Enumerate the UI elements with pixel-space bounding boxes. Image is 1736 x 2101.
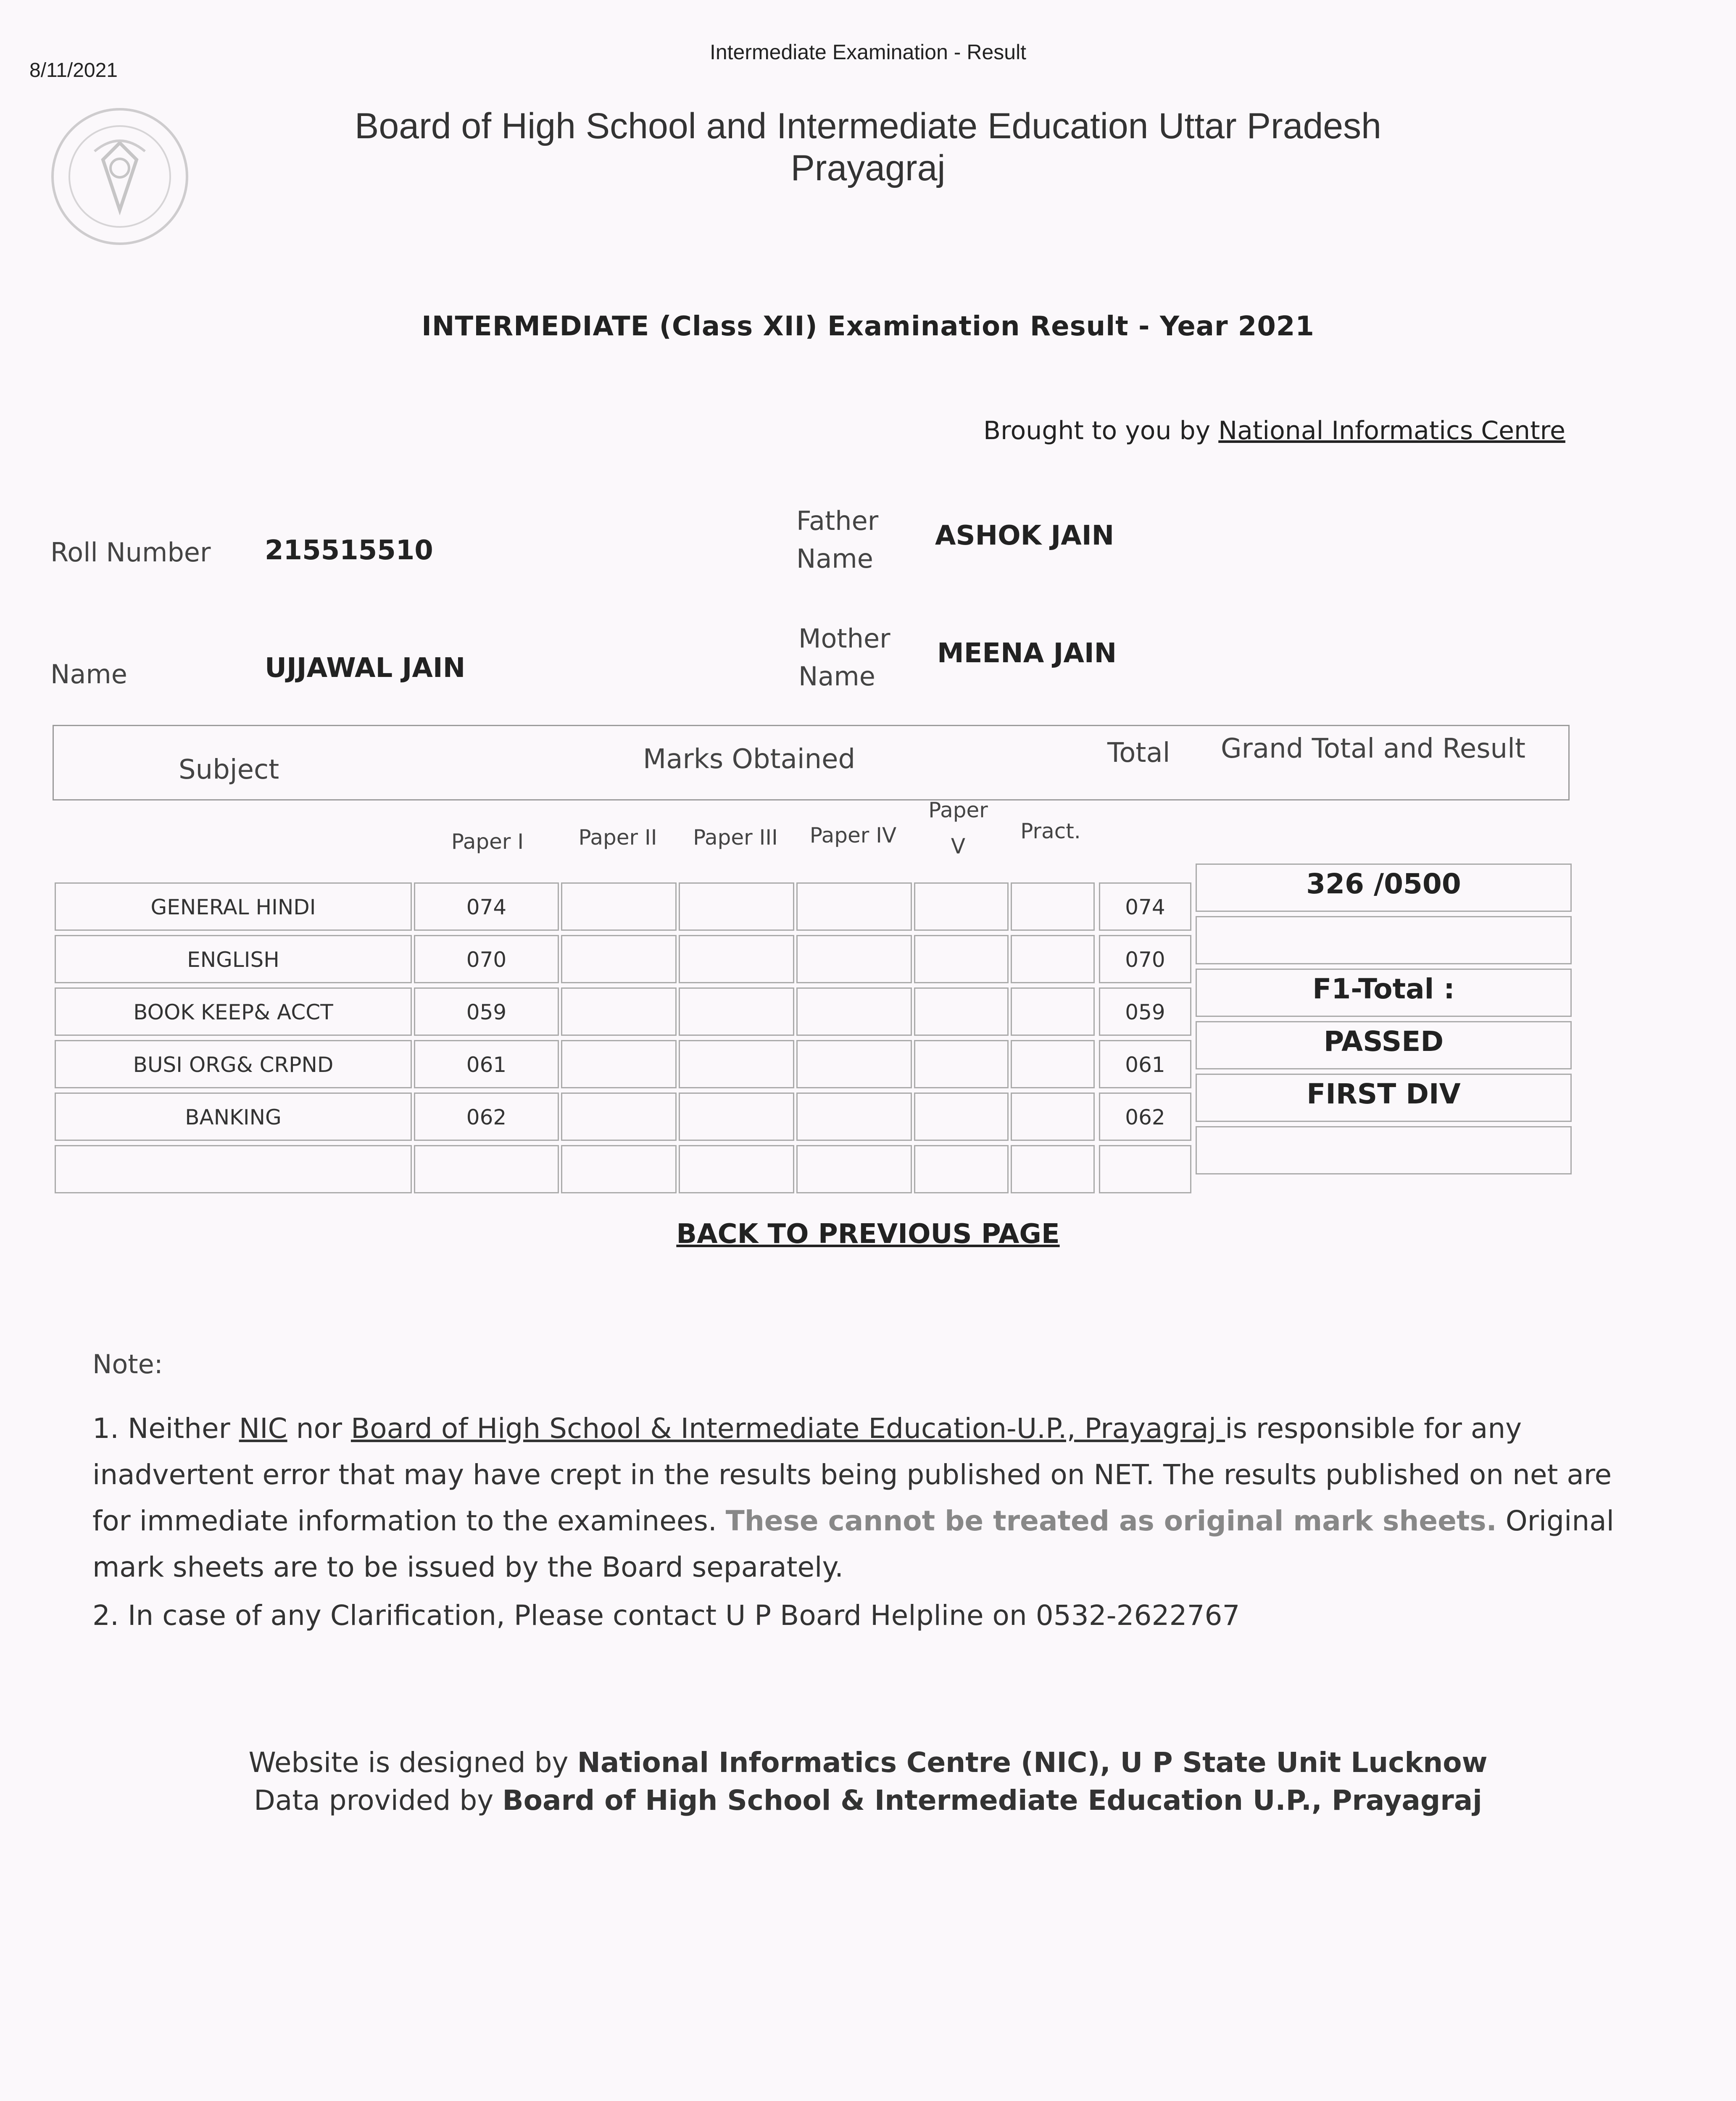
table-cell-p3 — [679, 1093, 794, 1141]
table-cell-p3 — [679, 882, 794, 931]
table-cell-p2 — [561, 1093, 677, 1141]
note-board-link[interactable]: Board of High School & Intermediate Education-U.P., Prayagraj — [350, 1412, 1225, 1445]
note-1-text-a: 1. Neither — [92, 1412, 239, 1445]
print-date: 8/11/2021 — [29, 59, 118, 82]
table-cell-p2 — [561, 1145, 677, 1193]
table-value-paper1: 070 — [466, 948, 507, 972]
result-status: PASSED — [1323, 1025, 1444, 1058]
table-cell-p4 — [796, 1040, 912, 1088]
table-cell-paper1 — [414, 1145, 559, 1193]
name-value: UJJAWAL JAIN — [265, 653, 466, 684]
table-cell-p2 — [561, 882, 677, 931]
table-cell-p5 — [914, 882, 1009, 931]
table-value-paper1: 061 — [466, 1053, 507, 1077]
table-cell-pract — [1011, 1093, 1095, 1141]
table-cell-p5 — [914, 1040, 1009, 1088]
table-cell-p2 — [561, 987, 677, 1036]
table-value-total: 059 — [1125, 1000, 1165, 1024]
mother-label-line2: Name — [798, 661, 875, 692]
roll-number-label: Roll Number — [50, 537, 211, 568]
credits-board: Board of High School & Intermediate Education U.P., Prayagraj — [502, 1784, 1482, 1817]
table-cell-total — [1099, 1145, 1191, 1193]
table-value-paper1: 074 — [466, 895, 507, 919]
brought-prefix: Brought to you by — [983, 416, 1219, 445]
table-cell-p5 — [914, 1145, 1009, 1193]
header-subject: Subject — [179, 754, 279, 785]
grand-total-value: 326 /0500 — [1306, 868, 1461, 900]
subheader-paper3: Paper III — [693, 825, 778, 850]
mother-name-value: MEENA JAIN — [937, 638, 1117, 669]
table-value-total: 074 — [1125, 895, 1165, 919]
exam-title: INTERMEDIATE (Class XII) Examination Result - Year 2021 — [421, 311, 1315, 342]
subheader-practical: Pract. — [1020, 819, 1081, 843]
table-cell-p2 — [561, 1040, 677, 1088]
credits-line1-prefix: Website is designed by — [248, 1746, 577, 1779]
table-cell-p5 — [914, 987, 1009, 1036]
table-cell-result — [1196, 916, 1572, 964]
result-division: FIRST DIV — [1307, 1078, 1461, 1110]
result-label: F1-Total : — [1312, 973, 1455, 1005]
table-cell-p4 — [796, 987, 912, 1036]
note-1-warning: These cannot be treated as original mark sheets. — [725, 1505, 1497, 1537]
table-cell-pract — [1011, 987, 1095, 1036]
print-title: Intermediate Examination - Result — [709, 40, 1027, 64]
table-value-subject: GENERAL HINDI — [150, 895, 316, 919]
header-marks-obtained: Marks Obtained — [643, 744, 856, 775]
table-cell-p5 — [914, 935, 1009, 983]
note-1 — [92, 1406, 1618, 1590]
table-value-subject: BANKING — [185, 1105, 282, 1129]
table-cell-result — [1196, 1126, 1572, 1174]
table-value-total: 061 — [1125, 1053, 1165, 1077]
subheader-paper1: Paper I — [451, 829, 524, 854]
subheader-paper5-line2: V — [951, 834, 966, 858]
board-title-line1: Board of High School and Intermediate Education Uttar Pradesh — [355, 106, 1381, 146]
name-label: Name — [50, 659, 127, 690]
table-value-total: 070 — [1125, 948, 1165, 972]
mother-label-line1: Mother — [798, 623, 890, 654]
credits-nic: National Informatics Centre (NIC), U P State Unit Lucknow — [577, 1746, 1488, 1779]
table-cell-pract — [1011, 935, 1095, 983]
credits-line2-prefix: Data provided by — [254, 1784, 503, 1817]
table-cell-p3 — [679, 935, 794, 983]
table-cell-pract — [1011, 1145, 1095, 1193]
table-value-subject: BOOK KEEP& ACCT — [133, 1000, 333, 1024]
table-cell-pract — [1011, 882, 1095, 931]
table-value-paper1: 059 — [466, 1000, 507, 1024]
father-label-line2: Name — [796, 543, 873, 574]
subheader-paper4: Paper IV — [809, 823, 897, 848]
table-cell-p4 — [796, 1093, 912, 1141]
credits-line1 — [0, 1744, 1736, 1782]
back-to-previous-page-link[interactable]: BACK TO PREVIOUS PAGE — [676, 1219, 1060, 1250]
table-cell-subject — [55, 1145, 412, 1193]
table-value-subject: ENGLISH — [187, 948, 279, 972]
table-cell-p2 — [561, 935, 677, 983]
table-cell-p4 — [796, 935, 912, 983]
father-label-line1: Father — [796, 506, 879, 536]
header-grand-total: Grand Total and Result — [1221, 733, 1525, 764]
credits-line2 — [0, 1782, 1736, 1819]
note-nic-link[interactable]: NIC — [239, 1412, 287, 1445]
table-cell-pract — [1011, 1040, 1095, 1088]
table-cell-p3 — [679, 987, 794, 1036]
note-2: 2. In case of any Clarification, Please contact U P Board Helpline on 0532-2622767 — [92, 1599, 1240, 1632]
father-name-value: ASHOK JAIN — [935, 520, 1114, 551]
header-total: Total — [1107, 737, 1170, 769]
table-cell-p4 — [796, 1145, 912, 1193]
note-1-text-d: Original mark sheets are to be issued by the Board separately. — [92, 1505, 1614, 1583]
note-label: Note: — [92, 1349, 163, 1380]
board-title-line2: Prayagraj — [790, 148, 946, 188]
table-cell-p3 — [679, 1145, 794, 1193]
subheader-paper2: Paper II — [578, 825, 657, 850]
table-value-paper1: 062 — [466, 1105, 507, 1129]
table-cell-p3 — [679, 1040, 794, 1088]
subheader-paper5-line1: Paper — [928, 798, 988, 822]
nic-link[interactable]: National Informatics Centre — [1218, 416, 1565, 445]
table-cell-p4 — [796, 882, 912, 931]
table-value-total: 062 — [1125, 1105, 1165, 1129]
note-1-text-b: nor — [287, 1412, 351, 1445]
roll-number-value: 215515510 — [265, 535, 433, 566]
table-value-subject: BUSI ORG& CRPND — [133, 1053, 334, 1077]
table-cell-p5 — [914, 1093, 1009, 1141]
note-1-text-c: is responsible for any inadvertent error that may have crept in the results being published on NET. The results published on net are for immediate information to the examinees. — [92, 1412, 1612, 1537]
